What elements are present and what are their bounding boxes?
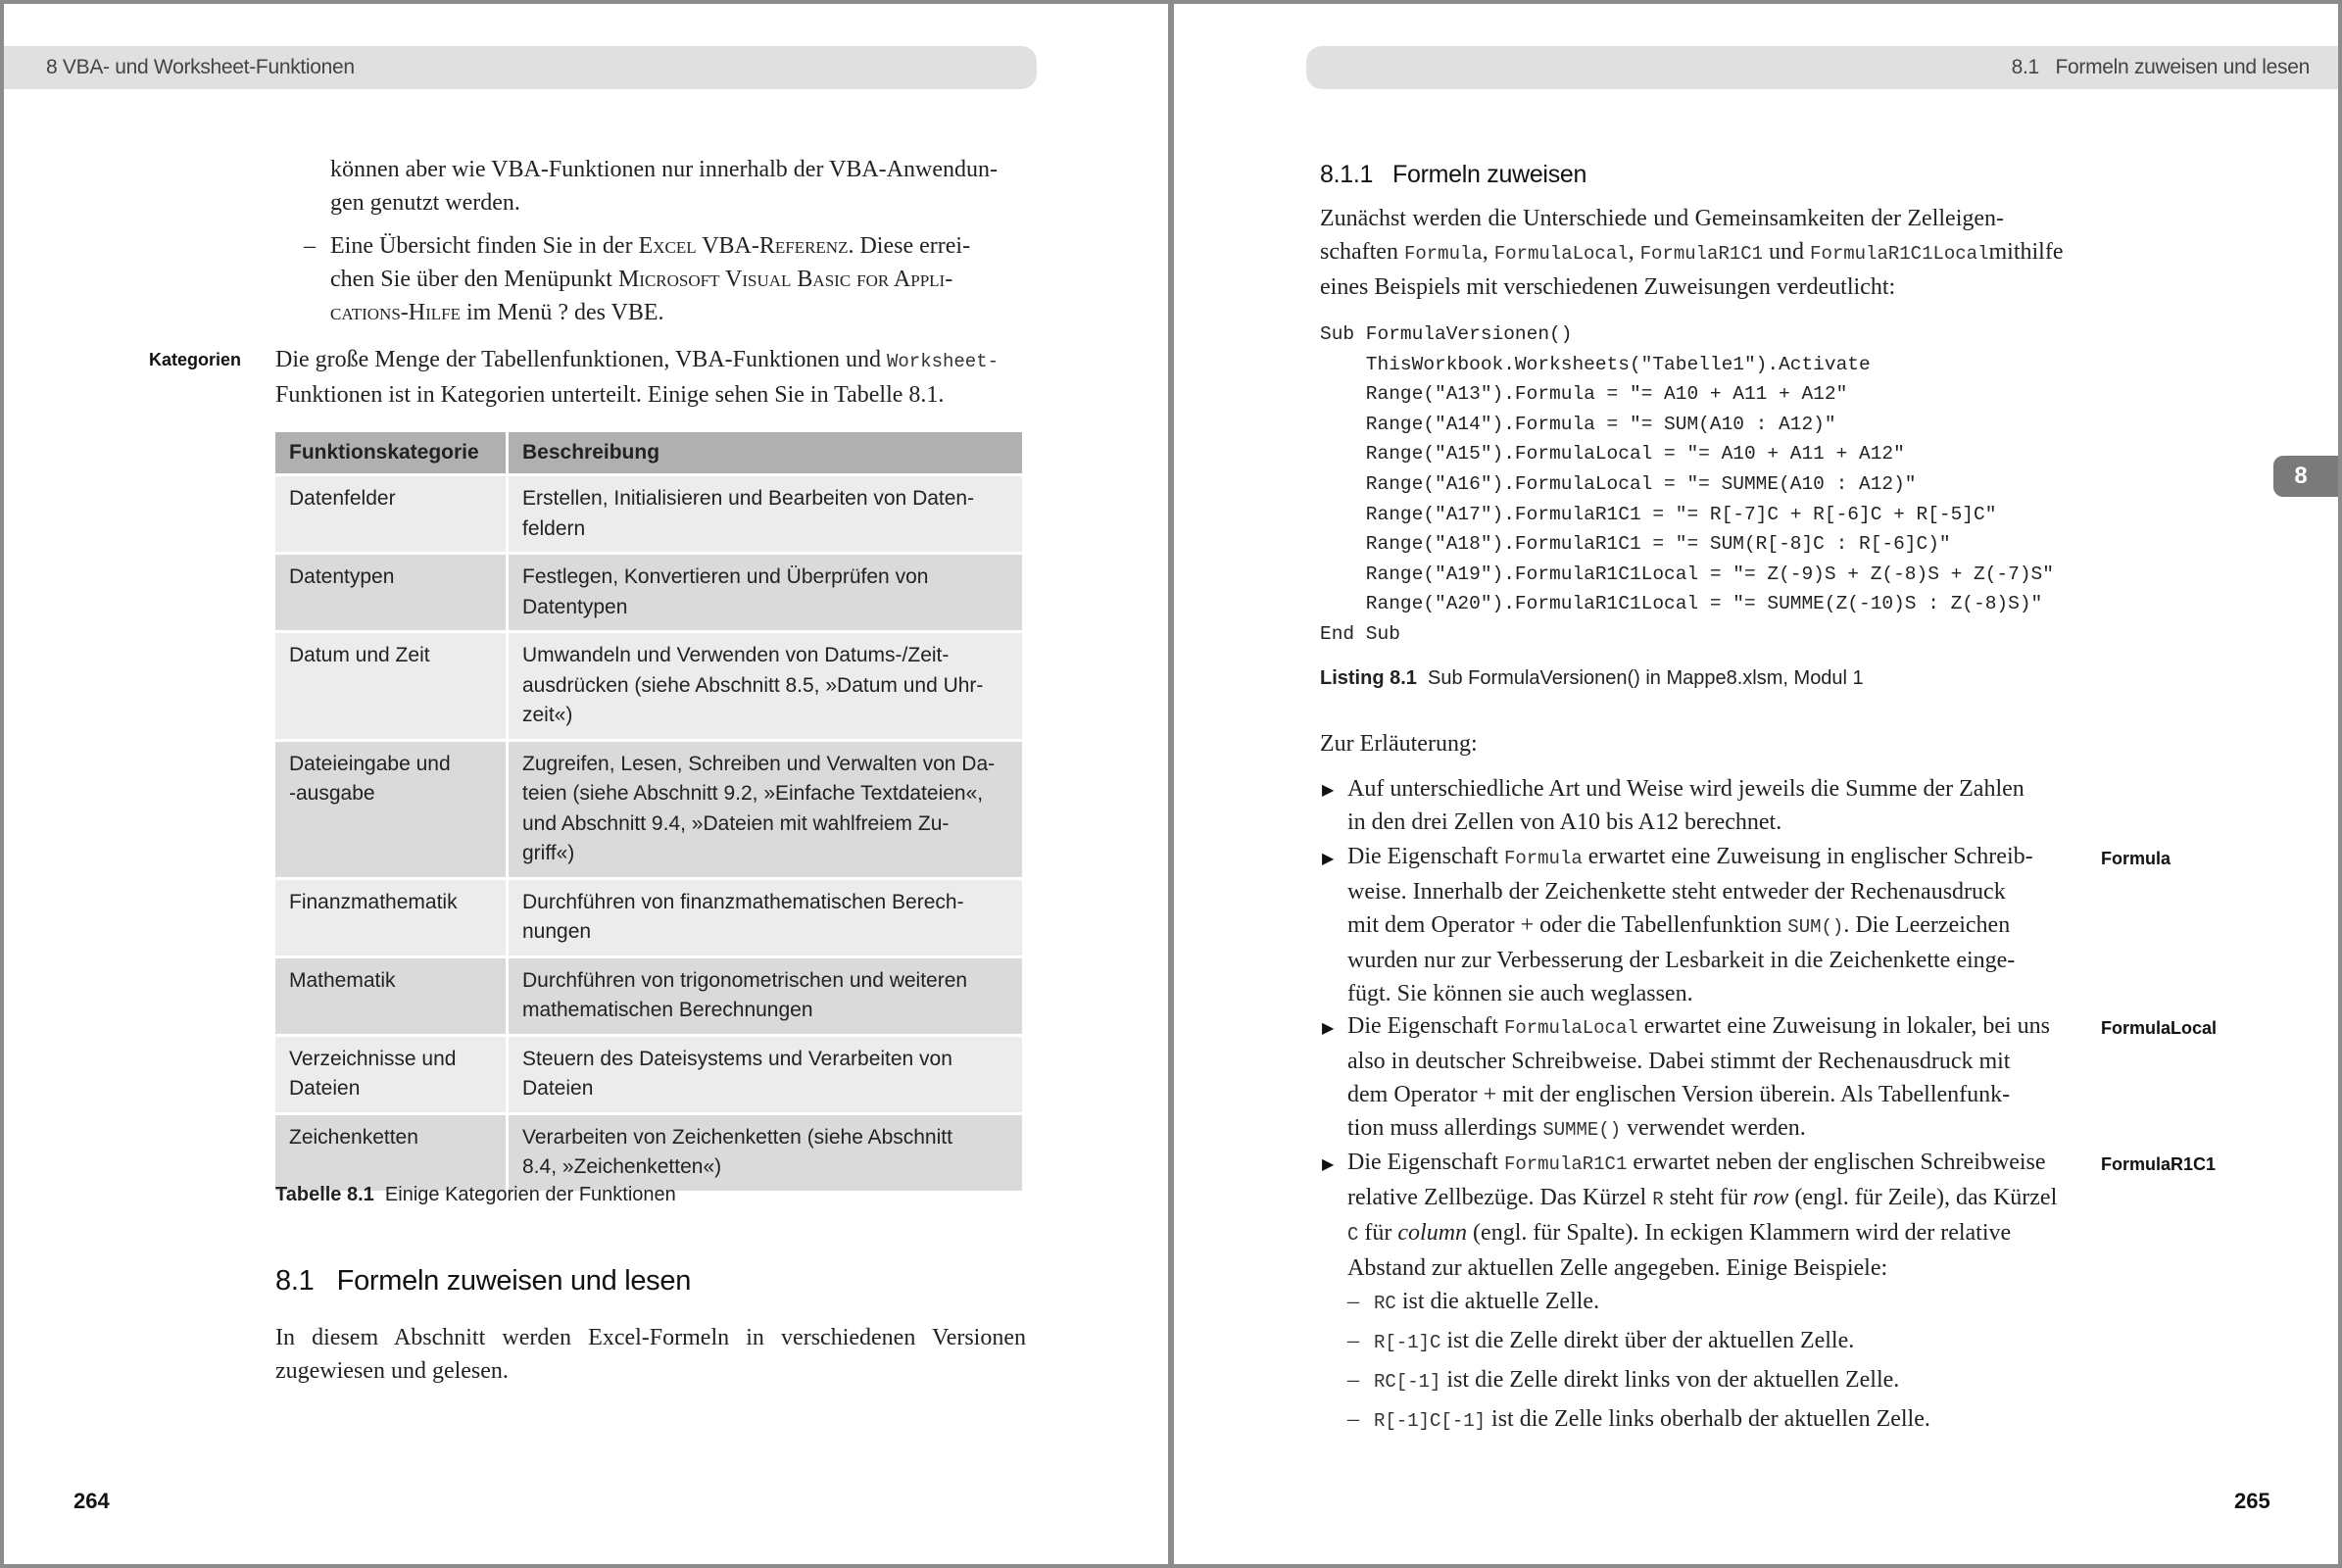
bullet-icon: ▶ [1322,851,1335,867]
inline-code: R[-1]C [1374,1332,1441,1353]
right-page [1174,4,2338,1564]
bullet-item [1347,1146,2058,1285]
code-line: Range("A15").FormulaLocal = "= A10 + A11 + A12" [1320,443,1905,466]
table-row [275,956,1022,1034]
dash-marker: – [304,233,316,259]
category-cell: Datum und Zeit [275,630,509,739]
menu-reference: Microsoft Visual Basic for Appli- [617,267,953,292]
margin-note-formula: Formula [2101,849,2171,868]
inline-code: FormulaR1C1Local [1810,243,1989,265]
dash-marker: – [1347,1289,1359,1314]
description-cell: Verarbeiten von Zeichenketten (siehe Abschnitt 8.4, »Zeichenketten«) [509,1112,1022,1191]
code-line: Range("A18").FormulaR1C1 = "= SUM(R[-8]C : R[-6]C)" [1320,533,1951,556]
text: chen Sie über den Menüpunkt [330,267,618,292]
text: Die große Menge der Tabellenfunktionen, VBA-Funktionen und [275,347,887,372]
left-page [4,4,1168,1564]
category-cell: Mathematik [275,956,509,1034]
text: steht für [1663,1185,1753,1210]
inline-code: FormulaLocal [1493,243,1629,265]
text: tion muss allerdings [1347,1115,1543,1141]
listing-caption [1320,667,1864,690]
text: für [1358,1220,1398,1246]
description-cell: Zugreifen, Lesen, Schreiben und Verwalten von Da- teien (siehe Abschnitt 9.2, »Einfache Textdateien«, und Abschnitt 9.4, »Dateien mit wahlfreiem Zu- griff«) [509,739,1022,877]
page-number-right: 265 [2234,1489,2270,1513]
example-item [1374,1324,1854,1359]
categories-table [275,432,1022,1191]
example-item [1374,1363,1899,1398]
caption-label: Tabelle 8.1 [275,1184,374,1205]
running-head-right-text: 8.1 Formeln zuweisen und lesen [2011,56,2310,78]
dash-marker: – [1347,1367,1359,1393]
text: erwartet eine Zuweisung in lokaler, bei uns [1637,1013,2050,1039]
continued-list-item [330,153,998,220]
text: (engl. für Zeile), das Kürzel [1788,1185,2058,1210]
table-row [275,473,1022,552]
description-cell: Erstellen, Initialisieren und Bearbeiten von Daten- feldern [509,473,1022,552]
description-cell: Durchführen von finanzmathematischen Berech- nungen [509,877,1022,956]
code-line: Range("A17").FormulaR1C1 = "= R[-7]C + R[-6]C + R[-5]C" [1320,503,1997,525]
caption-text: Sub FormulaVersionen() in Mappe8.xlsm, Modul 1 [1428,667,1864,689]
inline-code: R[-1]C[-1] [1374,1410,1487,1432]
text: ist die Zelle direkt über der aktuellen Zelle. [1440,1328,1855,1353]
bullet-item [1347,1009,2050,1147]
inline-code: FormulaLocal [1503,1017,1638,1039]
text: erwartet neben der englischen Schreibweise [1627,1150,2046,1175]
text: ist die aktuelle Zelle. [1395,1289,1600,1314]
inline-code: Formula [1403,243,1483,265]
description-cell: Festlegen, Konvertieren und Überprüfen von Datentypen [509,552,1022,630]
description-cell: Durchführen von trigonometrischen und weiteren mathematischen Berechnungen [509,956,1022,1034]
table-row [275,1034,1022,1112]
text: , [1482,239,1494,265]
text-line: gen genutzt werden. [330,190,520,216]
code-line: Range("A16").FormulaLocal = "= SUMME(A10 : A12)" [1320,472,1917,495]
category-cell: Datentypen [275,552,509,630]
caption-text: Einige Kategorien der Funktionen [384,1184,676,1205]
table-row [275,877,1022,956]
text: Eine Übersicht finden Sie in der [330,233,639,259]
column-header: Beschreibung [509,432,1022,473]
table-caption [275,1184,676,1206]
text-line: können aber wie VBA-Funktionen nur innerhalb der VBA-Anwendun- [330,157,998,182]
intro-paragraph [1320,202,2064,304]
categories-paragraph [275,343,999,412]
description-cell: Steuern des Dateisystems und Verarbeiten von Dateien [509,1034,1022,1112]
text-line: In diesem Abschnitt werden Excel-Formeln in verschiedenen Versionen [275,1325,1026,1350]
section-heading: 8.1 Formeln zuweisen und lesen [275,1265,692,1297]
description-cell: Umwandeln und Verwenden von Datums-/Zeit- ausdrücken (siehe Abschnitt 8.5, »Datum und Uhr- zeit«) [509,630,1022,739]
text-line: fügt. Sie können sie auch weglassen. [1347,981,1693,1006]
text: und [1763,239,1811,265]
category-cell: Dateieingabe und -ausgabe [275,739,509,877]
column-header: Funktionskategorie [275,432,509,473]
table-row [275,552,1022,630]
text: Die Eigenschaft [1347,1013,1504,1039]
table-row [275,1112,1022,1191]
text-line: dem Operator + mit der englischen Version überein. Als Tabellenfunk- [1347,1082,2011,1107]
text-line: Auf unterschiedliche Art und Weise wird jeweils die Summe der Zahlen [1347,776,2025,802]
code-listing [1320,319,2054,650]
category-cell: Finanzmathematik [275,877,509,956]
inline-code: SUMME() [1542,1119,1622,1141]
example-item [1374,1285,1599,1320]
code-line: Range("A13").Formula = "= A10 + A11 + A12" [1320,383,1848,406]
inline-code: Formula [1503,848,1583,869]
subsection-heading: 8.1.1 Formeln zuweisen [1320,161,1587,188]
inline-code: FormulaR1C1 [1639,243,1764,265]
inline-code: RC[-1] [1374,1371,1441,1393]
text: Die Eigenschaft [1347,844,1504,869]
chapter-tab [2273,456,2338,497]
bullet-icon: ▶ [1322,782,1335,799]
page-number-left: 264 [73,1489,110,1513]
emphasis: row [1752,1185,1789,1210]
text-line: eines Beispiels mit verschiedenen Zuweisungen verdeutlicht: [1320,274,1896,300]
menu-reference: cations-Hilfe [330,300,461,325]
text-line: in den drei Zellen von A10 bis A12 berechnet. [1347,809,1782,835]
menu-reference: Excel VBA-Referenz [638,233,849,259]
bullet-icon: ▶ [1322,1156,1335,1173]
running-head-left [4,46,1037,89]
text-line: Zunächst werden die Unterschiede und Gemeinsamkeiten der Zelleigen- [1320,206,2004,231]
code-line: Range("A19").FormulaR1C1Local = "= Z(-9)S + Z(-8)S + Z(-7)S" [1320,563,2054,585]
text-line [1320,235,2064,270]
category-cell: Verzeichnisse und Dateien [275,1034,509,1112]
table-row [275,630,1022,739]
code-line: End Sub [1320,622,1400,645]
caption-label: Listing 8.1 [1320,667,1417,689]
text: ist die Zelle links oberhalb der aktuellen Zelle. [1486,1406,1930,1432]
inline-code: R [1652,1189,1664,1210]
dash-marker: – [1347,1328,1359,1353]
text: mithilfe [1988,239,2064,265]
section-paragraph [275,1321,1026,1388]
emphasis: column [1397,1220,1468,1246]
text: mit dem Operator + oder die Tabellenfunktion [1347,912,1788,938]
bullet-item [1347,840,2033,1010]
inline-code: RC [1374,1293,1396,1314]
code-line: Range("A20").FormulaR1C1Local = "= SUMME(Z(-10)S : Z(-8)S)" [1320,593,2043,615]
category-cell: Zeichenketten [275,1112,509,1191]
margin-note-formular1c1: FormulaR1C1 [2101,1154,2217,1174]
dash-list-item [330,229,970,329]
dash-marker: – [1347,1406,1359,1432]
text-line: Funktionen ist in Kategorien unterteilt. Einige sehen Sie in Tabelle 8.1. [275,382,945,408]
inline-code: Worksheet- [886,351,1000,372]
code-line: Range("A14").Formula = "= SUM(A10 : A12)" [1320,413,1836,435]
text-line: Abstand zur aktuellen Zelle angegeben. Einige Beispiele: [1347,1255,1888,1281]
text: erwartet eine Zuweisung in englischer Schreib- [1582,844,2033,869]
table-header-row [275,432,1022,473]
running-head-right [1306,46,2338,89]
example-item [1374,1402,1930,1438]
inline-code: SUM() [1787,916,1844,938]
text: schaften [1320,239,1404,265]
text: ist die Zelle direkt links von der aktuellen Zelle. [1440,1367,1900,1393]
table-row [275,739,1022,877]
text-line: also in deutscher Schreibweise. Dabei stimmt der Rechenausdruck mit [1347,1049,2011,1074]
inline-code: C [1347,1224,1359,1246]
text: verwendet werden. [1621,1115,1806,1141]
code-line: ThisWorkbook.Worksheets("Tabelle1").Activate [1320,353,1871,375]
text: relative Zellbezüge. Das Kürzel [1347,1185,1653,1210]
category-cell: Datenfelder [275,473,509,552]
margin-note-formulalocal: FormulaLocal [2101,1018,2218,1038]
text-line: zugewiesen und gelesen. [275,1358,509,1384]
explanation-label: Zur Erläuterung: [1320,731,1478,757]
text: Die Eigenschaft [1347,1150,1504,1175]
text: . Diese errei- [848,233,971,259]
running-head-left-text: 8 VBA- und Worksheet-Funktionen [46,56,355,78]
code-line: Sub FormulaVersionen() [1320,323,1573,345]
text: im Menü ? des VBE. [461,300,664,325]
text: . Die Leerzeichen [1843,912,2011,938]
inline-code: FormulaR1C1 [1503,1153,1628,1175]
text-line: wurden nur zur Verbesserung der Lesbarkeit in die Zeichenkette einge- [1347,948,2016,973]
margin-note-kategorien: Kategorien [149,350,242,369]
text: , [1628,239,1640,265]
chapter-tab-number: 8 [2294,463,2308,489]
bullet-icon: ▶ [1322,1020,1335,1037]
bullet-item [1347,772,2025,839]
text: (engl. für Spalte). In eckigen Klammern wird der relative [1467,1220,2012,1246]
text-line: weise. Innerhalb der Zeichenkette steht entweder der Rechenausdruck [1347,879,2006,905]
